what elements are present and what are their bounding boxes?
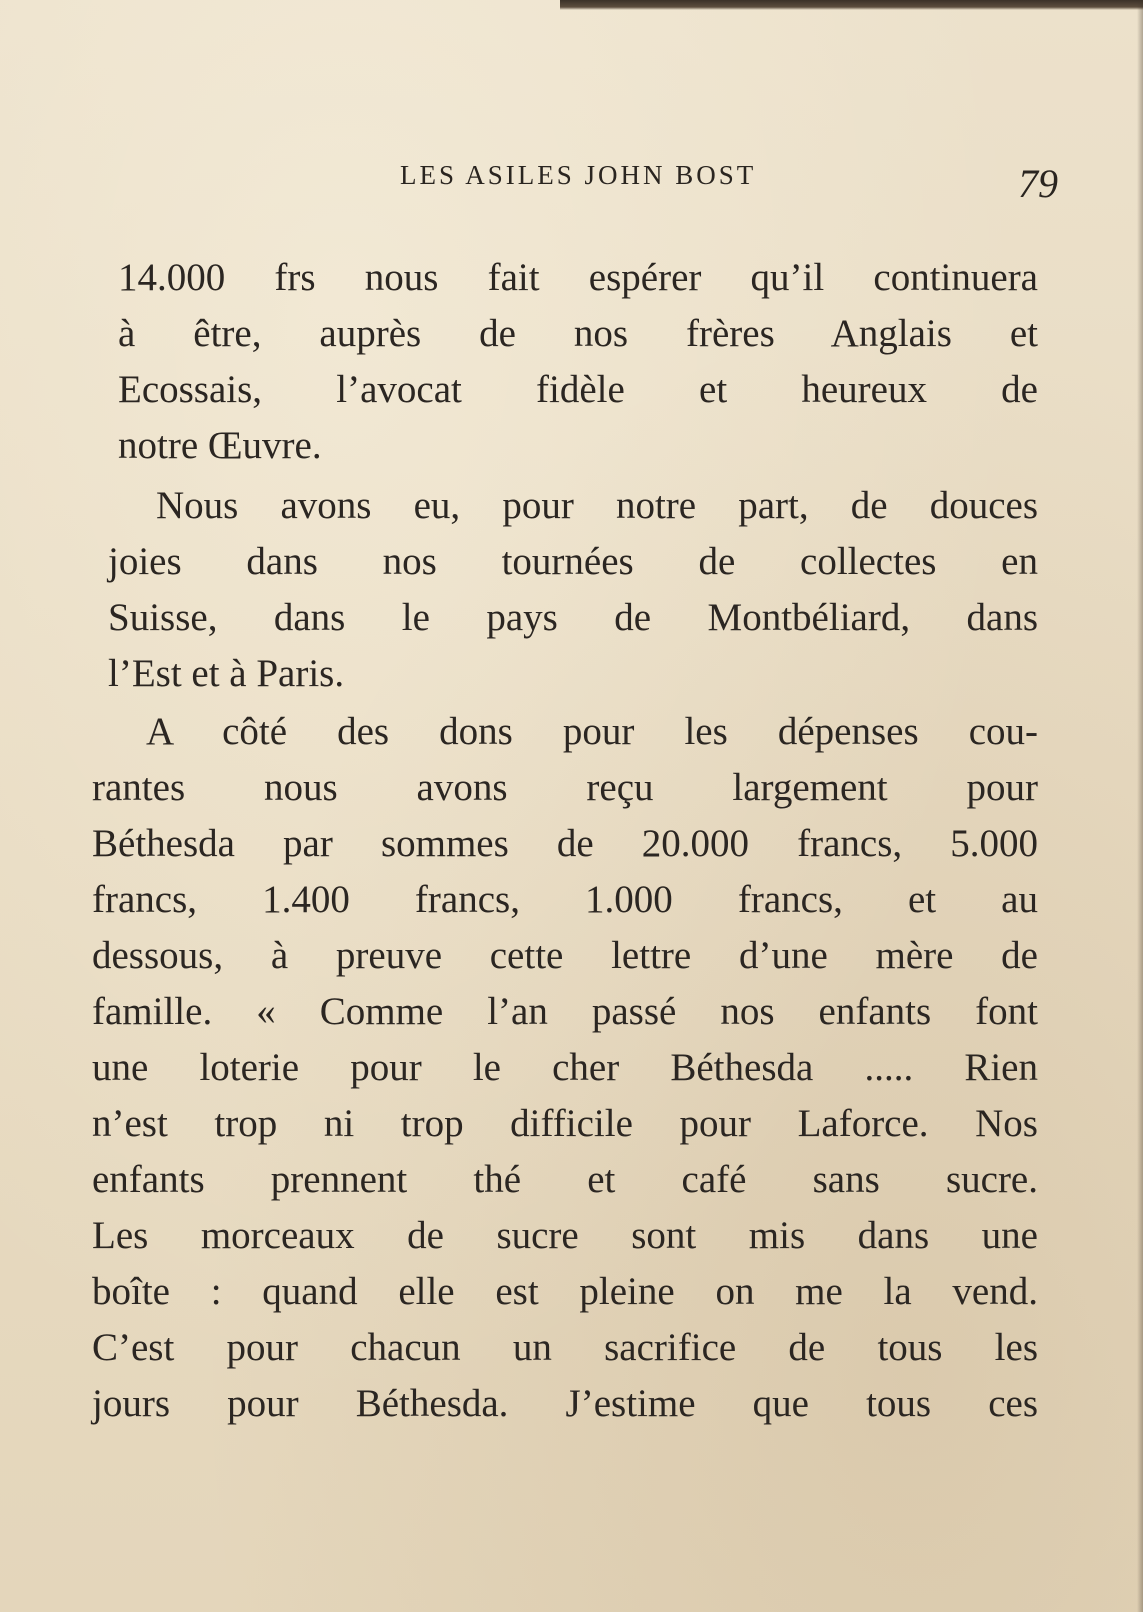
text-line: Nous avons eu, pour notre part, de douces <box>156 484 1038 527</box>
page-top-shadow <box>560 0 1143 10</box>
text-line: famille. « Comme l’an passé nos enfants font <box>92 990 1038 1033</box>
text-line: enfants prennent thé et café sans sucre. <box>92 1158 1038 1201</box>
text-line: Béthesda par sommes de 20.000 francs, 5.000 <box>92 822 1038 865</box>
text-line: francs, 1.400 francs, 1.000 francs, et au <box>92 878 1038 921</box>
page-number: 79 <box>1018 161 1058 206</box>
text-line: joies dans nos tournées de collectes en <box>108 540 1038 583</box>
text-line: C’est pour chacun un sacrifice de tous les <box>92 1326 1038 1369</box>
text-line: A côté des dons pour les dépenses cou- <box>146 710 1038 753</box>
text-line: l’Est et à Paris. <box>108 652 345 695</box>
text-line: Ecossais, l’avocat fidèle et heureux de <box>118 368 1038 411</box>
text-line: une loterie pour le cher Béthesda ..... Rien <box>92 1046 1038 1089</box>
text-line: boîte : quand elle est pleine on me la vend. <box>92 1270 1038 1313</box>
paragraph-1 <box>118 250 1038 474</box>
text-line: Suisse, dans le pays de Montbéliard, dans <box>108 596 1038 639</box>
text-line: notre Œuvre. <box>118 424 322 467</box>
text-line: n’est trop ni trop difficile pour Laforce. Nos <box>92 1102 1038 1145</box>
text-line: dessous, à preuve cette lettre d’une mère de <box>92 934 1038 977</box>
running-title: LES ASILES JOHN BOST <box>400 160 757 190</box>
paragraph-3 <box>92 704 1038 1432</box>
paragraph-2 <box>108 478 1038 702</box>
text-line: à être, auprès de nos frères Anglais et <box>118 312 1038 355</box>
text-line: 14.000 frs nous fait espérer qu’il continuera <box>118 256 1038 299</box>
text-line: rantes nous avons reçu largement pour <box>92 766 1038 809</box>
page-right-shadow <box>1137 0 1143 1612</box>
text-line: Les morceaux de sucre sont mis dans une <box>92 1214 1038 1257</box>
text-line: jours pour Béthesda. J’estime que tous ces <box>92 1382 1038 1425</box>
